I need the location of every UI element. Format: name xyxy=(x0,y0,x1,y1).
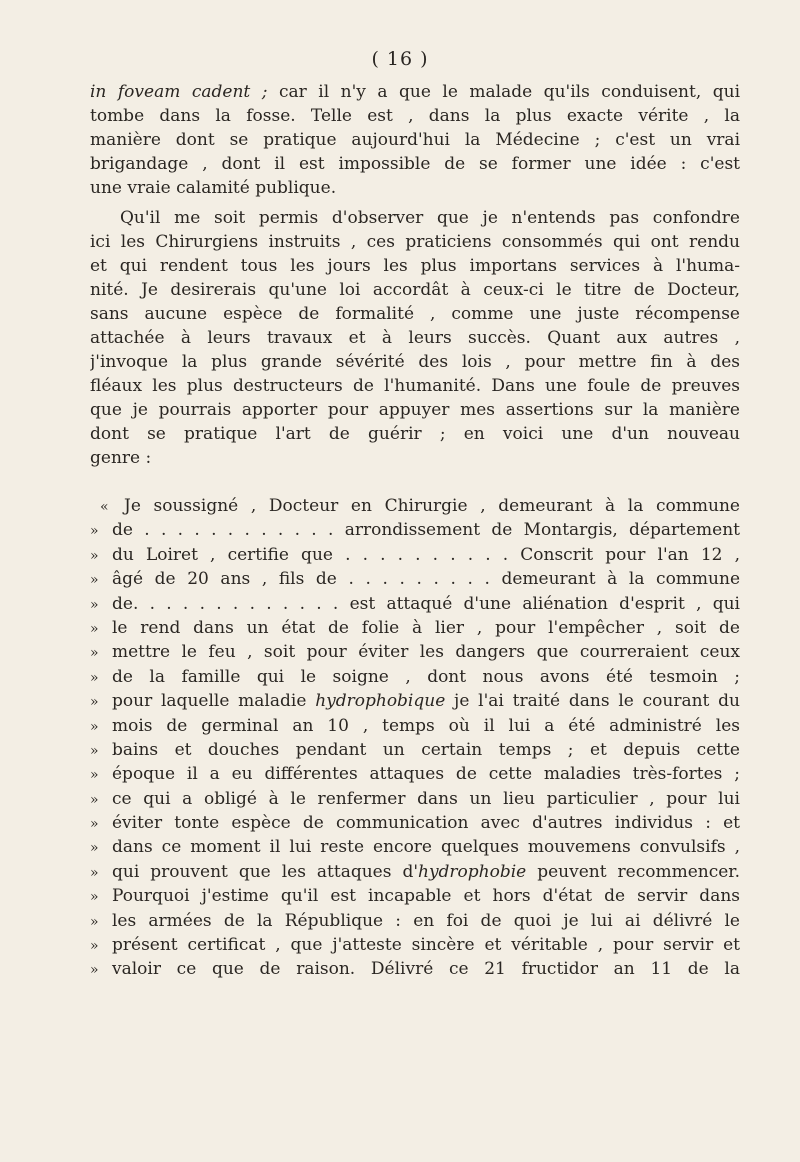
text-line: » bains et douches pendant un certain temps ; et depuis cette xyxy=(90,738,740,762)
quote-mark: » xyxy=(90,840,99,857)
text-line: » pour laquelle maladie hydrophobique je l'ai traité dans le courant du xyxy=(90,689,740,713)
text-line: » de. . . . . . . . . . . . . est attaqué d'une aliénation d'esprit , qui xyxy=(90,592,740,616)
open-quote-mark: « xyxy=(100,499,109,515)
quote-mark: » xyxy=(90,620,99,637)
text-line: dont se pratique l'art de guérir ; en voici une d'un nouveau xyxy=(90,424,740,444)
quote-mark: » xyxy=(90,523,99,540)
italic-term: hydrophobique xyxy=(315,691,446,712)
text-line: attachée à leurs travaux et à leurs succès. Quant aux autres , xyxy=(90,328,740,348)
quote-mark: » xyxy=(90,938,99,955)
text-line: » valoir ce que de raison. Délivré ce 21 fructidor an 11 de la xyxy=(90,957,740,981)
text-line: et qui rendent tous les jours les plus importans services à l'huma- xyxy=(90,256,740,276)
text-line: » ce qui a obligé à le renfermer dans un lieu particulier , pour lui xyxy=(90,787,740,811)
text-line: » du Loiret , certifie que . . . . . . . . . . Conscrit pour l'an 12 , xyxy=(90,543,740,567)
text-line: que je pourrais apporter pour appuyer mes assertions sur la manière xyxy=(90,400,740,420)
quote-mark: » xyxy=(90,816,99,833)
text-line: » de . . . . . . . . . . . . arrondissement de Montargis, département xyxy=(90,518,740,542)
text-line: » présent certificat , que j'atteste sincère et véritable , pour servir et xyxy=(90,933,740,957)
text-line: sans aucune espèce de formalité , comme une juste récompense xyxy=(90,304,740,324)
paragraph-surgeons xyxy=(90,206,740,470)
text-line: brigandage , dont il est impossible de se former une idée : c'est xyxy=(90,154,740,174)
text-line: « Je soussigné , Docteur en Chirurgie , demeurant à la commune xyxy=(90,494,740,518)
text-line: » mettre le feu , soit pour éviter les dangers que courreraient ceux xyxy=(90,640,740,664)
quote-mark: » xyxy=(90,864,99,881)
italic-term: hydrophobie xyxy=(418,861,527,882)
text-line: » le rend dans un état de folie à lier , pour l'empêcher , soit de xyxy=(90,616,740,640)
quote-mark: » xyxy=(90,913,99,930)
quote-mark: » xyxy=(90,694,99,711)
text-line: nité. Je desirerais qu'une loi accordât à ceux-ci le titre de Docteur, xyxy=(90,280,740,300)
quote-mark: » xyxy=(90,742,99,759)
body-text xyxy=(90,80,740,982)
opening-paragraph xyxy=(90,80,740,200)
text-line: genre : xyxy=(90,448,152,468)
text-line: » éviter tonte espèce de communication avec d'autres individus : et xyxy=(90,811,740,835)
quote-mark: » xyxy=(90,572,99,589)
text-line: ici les Chirurgiens instruits , ces praticiens consommés qui ont rendu xyxy=(90,232,740,252)
quote-mark: » xyxy=(90,962,99,979)
latin-phrase: in foveam cadent ; xyxy=(90,82,268,102)
text-line: » mois de germinal an 10 , temps où il lui a été administré les xyxy=(90,714,740,738)
text-line: » dans ce moment il lui reste encore quelques mouvemens convulsifs , xyxy=(90,835,740,859)
quote-mark: » xyxy=(90,596,99,613)
text-line: » âgé de 20 ans , fils de . . . . . . . . . demeurant à la commune xyxy=(90,567,740,591)
quote-mark: » xyxy=(90,718,99,735)
quoted-certificate xyxy=(90,494,740,982)
quote-mark: » xyxy=(90,645,99,662)
text-line: une vraie calamité publique. xyxy=(90,178,337,198)
quote-mark: » xyxy=(90,547,99,564)
text-line: » Pourquoi j'estime qu'il est incapable et hors d'état de servir dans xyxy=(90,884,740,908)
text-line: in foveam cadent ; car il n'y a que le malade qu'ils conduisent, qui xyxy=(90,82,740,102)
quote-mark: » xyxy=(90,767,99,784)
text-line: » les armées de la République : en foi de quoi je lui ai délivré le xyxy=(90,909,740,933)
text-line: j'invoque la plus grande sévérité des lois , pour mettre fin à des xyxy=(90,352,740,372)
text-line: » de la famille qui le soigne , dont nous avons été tesmoin ; xyxy=(90,665,740,689)
text-line: manière dont se pratique aujourd'hui la Médecine ; c'est un vrai xyxy=(90,130,740,150)
quote-mark: » xyxy=(90,669,99,686)
text-line: » époque il a eu différentes attaques de cette maladies très-fortes ; xyxy=(90,762,740,786)
text-line: » qui prouvent que les attaques d'hydrophobie peuvent recommencer. xyxy=(90,860,740,884)
text-line: Qu'il me soit permis d'observer que je n'entends pas confondre xyxy=(120,208,740,228)
text-line: tombe dans la fosse. Telle est , dans la plus exacte vérite , la xyxy=(90,106,740,126)
page-number: ( 16 ) xyxy=(371,48,429,70)
text-line: fléaux les plus destructeurs de l'humanité. Dans une foule de preuves xyxy=(90,376,740,396)
quote-mark: » xyxy=(90,889,99,906)
quote-mark: » xyxy=(90,791,99,808)
